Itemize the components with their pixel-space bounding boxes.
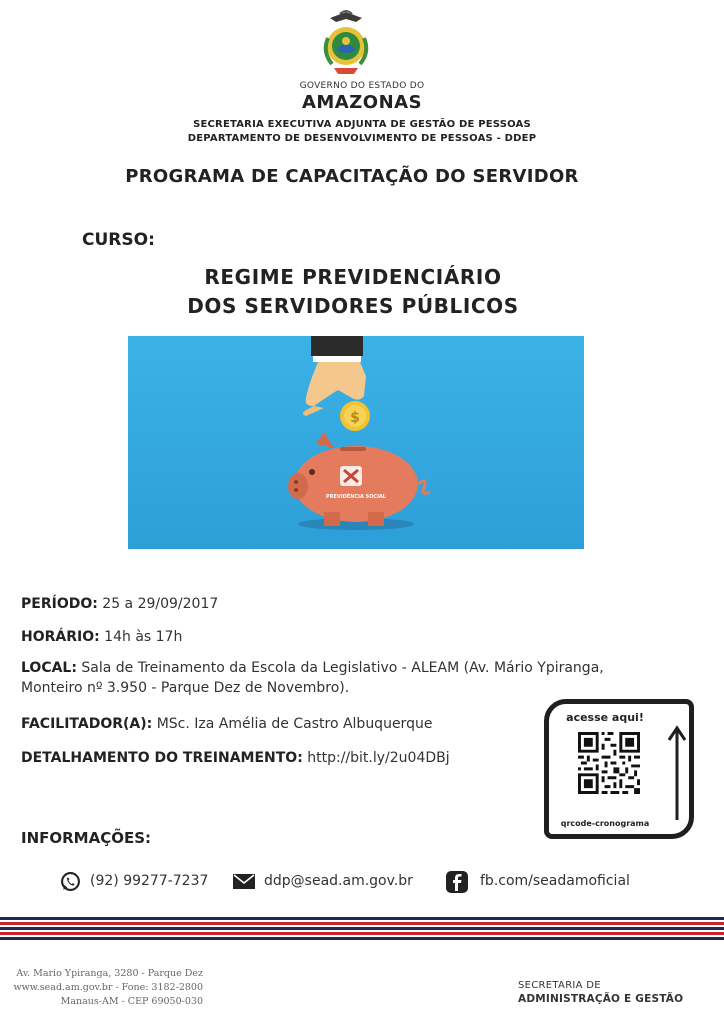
- periodo-value: 25 a 29/09/2017: [97, 596, 219, 612]
- qr-caption: qrcode-cronograma: [560, 819, 650, 828]
- detalhamento-line: [21, 748, 450, 768]
- government-label: GOVERNO DO ESTADO DO: [299, 81, 425, 91]
- facebook-icon: [446, 871, 468, 893]
- previdencia-logo-text: PREVIDÊNCIA SOCIAL: [326, 494, 386, 500]
- footer-org-line2: ADMINISTRAÇÃO E GESTÃO: [518, 993, 684, 1005]
- stripe-navy-middle: [0, 927, 724, 930]
- footer-org-line1: SECRETARIA DE: [518, 980, 601, 991]
- course-label: CURSO:: [82, 230, 155, 250]
- periodo-label: PERÍODO:: [21, 596, 98, 612]
- detalhamento-link[interactable]: http://bit.ly/2u04DBj: [302, 750, 450, 766]
- departamento-line: DEPARTAMENTO DE DESENVOLVIMENTO DE PESSOAS - DDEP: [187, 133, 537, 144]
- qr-title: acesse aqui!: [566, 711, 644, 724]
- stripe-red-bottom: [0, 932, 724, 935]
- stripe-red-top: [0, 922, 724, 925]
- detalhamento-label: DETALHAMENTO DO TREINAMENTO:: [21, 750, 303, 766]
- facilitador-label: FACILITADOR(A):: [21, 716, 153, 732]
- stripe-navy-top: [0, 917, 724, 920]
- email-icon: [232, 871, 256, 891]
- course-title-line1: REGIME PREVIDENCIÁRIO: [204, 265, 502, 289]
- program-title: PROGRAMA DE CAPACITAÇÃO DO SERVIDOR: [125, 166, 579, 187]
- horario-value: 14h às 17h: [99, 629, 183, 645]
- local-value-line2: Monteiro nº 3.950 - Parque Dez de Novembro).: [21, 680, 350, 696]
- horario-line: [21, 627, 182, 647]
- facilitador-value: MSc. Iza Amélia de Castro Albuquerque: [152, 716, 433, 732]
- footer-address-line2: www.sead.am.gov.br - Fone: 3182-2800: [13, 982, 203, 993]
- facilitador-line: [21, 714, 432, 734]
- stripe-navy-bottom: [0, 937, 724, 940]
- qr-code-box[interactable]: [544, 699, 694, 839]
- phone-number[interactable]: (92) 99277-7237: [90, 873, 209, 889]
- piggy-bank-illustration: [128, 336, 584, 549]
- amazonas-coat-of-arms-icon: [318, 8, 374, 78]
- state-name: AMAZONAS: [301, 92, 423, 113]
- horario-label: HORÁRIO:: [21, 629, 100, 645]
- arrow-up-icon: [667, 724, 687, 824]
- local-label: LOCAL:: [21, 660, 77, 676]
- footer-address-line3: Manaus-AM - CEP 69050-030: [60, 996, 203, 1007]
- secretaria-line: SECRETARIA EXECUTIVA ADJUNTA DE GESTÃO DE PESSOAS: [193, 119, 531, 130]
- whatsapp-icon: [60, 871, 81, 892]
- course-title-line2: DOS SERVIDORES PÚBLICOS: [187, 294, 519, 318]
- informacoes-label: INFORMAÇÕES:: [21, 829, 152, 847]
- email-address[interactable]: ddp@sead.am.gov.br: [264, 873, 413, 889]
- footer-address-line1: Av. Mario Ypiranga, 3280 - Parque Dez: [16, 968, 203, 979]
- qr-code-image[interactable]: [578, 732, 640, 794]
- local-value-line1: Sala de Treinamento da Escola da Legislativo - ALEAM (Av. Mário Ypiranga,: [76, 660, 604, 676]
- periodo-line: [21, 594, 218, 614]
- svg-text:$: $: [350, 410, 360, 426]
- local-line: [21, 658, 711, 698]
- facebook-page[interactable]: fb.com/seadamoficial: [480, 873, 630, 889]
